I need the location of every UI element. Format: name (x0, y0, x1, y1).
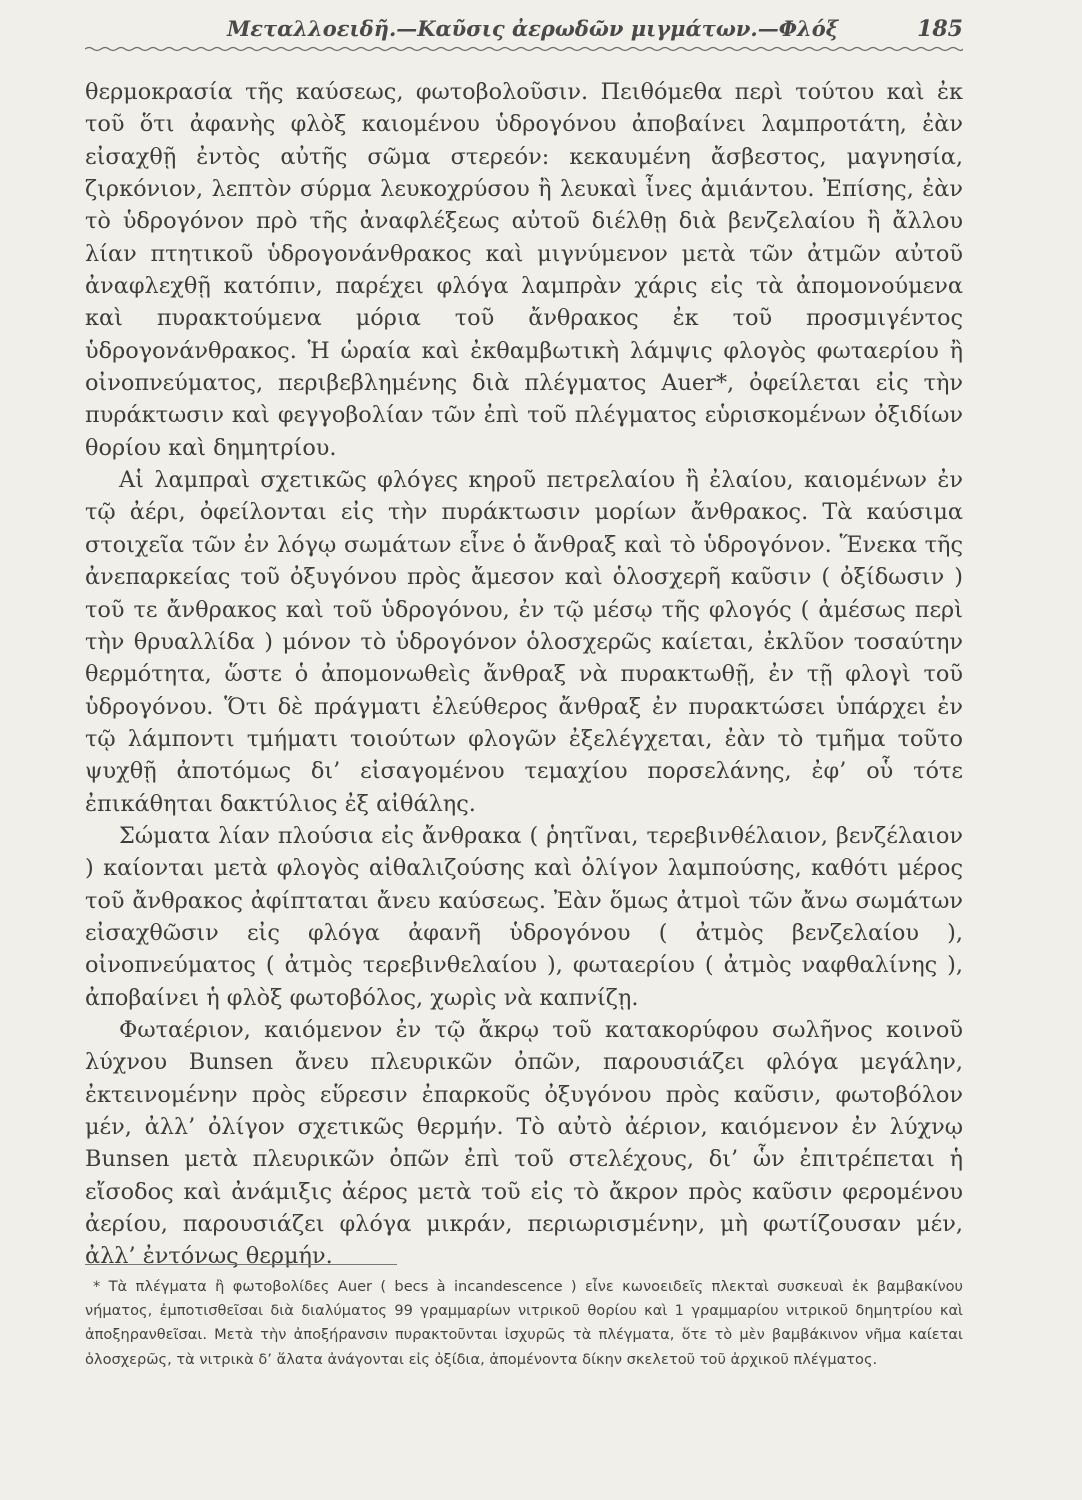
main-text (85, 76, 963, 1273)
running-header (85, 14, 963, 48)
page-number: 185 (917, 16, 963, 42)
paragraph-2: Αἱ λαμπραὶ σχετικῶς φλόγες κηροῦ πετρελαίου ἢ ἐλαίου, καιομένων ἐν τῷ ἀέρι, ὀφείλονται εἰς τὴν πυράκτωσιν μορίων ἄνθρακος. Τὰ καύσιμα στοιχεῖα τῶν ἐν λόγῳ σωμάτων εἶνε ὁ ἄνθραξ καὶ τὸ ὑδρογόνον. Ἕνεκα τῆς ἀνεπαρκείας τοῦ ὀξυγόνου πρὸς ἄμεσον καὶ ὁλοσχερῆ καῦσιν ( ὀξίδωσιν ) τοῦ τε ἄνθρακος καὶ τοῦ ὑδρογόνου, ἐν τῷ μέσῳ τῆς φλογός ( ἀμέσως περὶ τὴν θρυαλλίδα ) μόνον τὸ ὑδρογόνον ὁλοσχερῶς καίεται, ἐκλῦον τοσαύτην θερμότητα, ὥστε ὁ ἀπομονωθεὶς ἄνθραξ νὰ πυρακτωθῇ, ἐν τῇ φλογὶ τοῦ ὑδρογόνου. Ὅτι δὲ πράγματι ἐλεύθερος ἄνθραξ ἐν πυρακτώσει ὑπάρχει ἐν τῷ λάμποντι τμήματι τοιούτων φλογῶν ἐξελέγχεται, ἐὰν τὸ τμῆμα τοῦτο ψυχθῇ ἀποτόμως δι’ εἰσαγομένου τεμαχίου πορσελάνης, ἐφ’ οὗ τότε ἐπικάθηται δακτύλιος ἐξ αἰθάλης. (85, 467, 963, 817)
paragraph-1: θερμοκρασία τῆς καύσεως, φωτοβολοῦσιν. Πειθόμεθα περὶ τούτου καὶ ἐκ τοῦ ὅτι ἀφανὴς φλὸξ καιομένου ὑδρογόνου ἀποβαίνει λαμπροτάτη, ἐὰν εἰσαχθῇ ἐντὸς αὐτῆς σῶμα στερεόν: κεκαυμένη ἄσβεστος, μαγνησία, ζιρκόνιον, λεπτὸν σύρμα λευκοχρύσου ἢ λευκαὶ ἶνες ἀμιάντου. Ἐπίσης, ἐὰν τὸ ὑδρογόνον πρὸ τῆς ἀναφλέξεως αὐτοῦ διέλθῃ διὰ βενζελαίου ἢ ἄλλου λίαν πτητικοῦ ὑδρογονάνθρακος καὶ μιγνύμενον μετὰ τῶν ἀτμῶν αὐτοῦ ἀναφλεχθῇ κατόπιν, παρέχει φλόγα λαμπρὰν χάρις εἰς τὰ ἀπομονούμενα καὶ πυρακτούμενα μόρια τοῦ ἄνθρακος ἐκ τοῦ προσμιγέντος ὑδρογονάνθρακος. Ἡ ὡραία καὶ ἐκθαμβωτικὴ λάμψις φλογὸς φωταερίου ἢ οἰνοπνεύματος, περιβεβλημένης διὰ πλέγματος Auer*, ὀφείλεται εἰς τὴν πυράκτωσιν καὶ φεγγοβολίαν τῶν ἐπὶ τοῦ πλέγματος εὑρισκομένων ὀξιδίων θορίου καὶ δημητρίου. (85, 79, 963, 461)
paragraph-4: Φωταέριον, καιόμενον ἐν τῷ ἄκρῳ τοῦ κατακορύφου σωλῆνος κοινοῦ λύχνου Bunsen ἄνευ πλευρικῶν ὀπῶν, παρουσιάζει φλόγα μεγάλην, ἐκτεινομένην πρὸς εὕρεσιν ἐπαρκοῦς ὀξυγόνου πρὸς καῦσιν, φωτοβόλον μέν, ἀλλ’ ὀλίγον σχετικῶς θερμήν. Τὸ αὐτὸ ἀέριον, καιόμενον ἐν λύχνῳ Bunsen μετὰ πλευρικῶν ὀπῶν ἐπὶ τοῦ στελέχους, δι’ ὧν ἐπιτρέπεται ἡ εἴσοδος καὶ ἀνάμιξις ἀέρος μετὰ τοῦ εἰς τὸ ἄκρον πρὸς καῦσιν φερομένου ἀερίου, παρουσιάζει φλόγα μικράν, περιωρισμένην, μὴ φωτίζουσαν μέν, ἀλλ’ ἐντόνως θερμήν. (85, 1016, 963, 1270)
footnote: * Τὰ πλέγματα ἢ φωτοβολίδες Auer ( becs à incandescence ) εἶνε κωνοειδεῖς πλεκταὶ συσκευαὶ ἐκ βαμβακίνου νήματος, ἐμποτισθεῖσαι διὰ διαλύματος 99 γραμμαρίων νιτρικοῦ θορίου καὶ 1 γραμμαρίου νιτρικοῦ δημητρίου καὶ ἀποξηρανθεῖσαι. Μετὰ τὴν ἀποξήρανσιν πυρακτοῦνται ἰσχυρῶς τὰ πλέγματα, ὅτε τὸ μὲν βαμβάκινον νῆμα καίεται ὁλοσχερῶς, τὰ νιτρικὰ δ’ ἅλατα ἀνάγονται εἰς ὀξίδια, ἀπομένοντα δίκην σκελετοῦ τοῦ ἀρχικοῦ πλέγματος. (85, 1278, 963, 1368)
running-head-title: Μεταλλοειδῆ.—Καῦσις ἀερωδῶν μιγμάτων.—Φλόξ (227, 16, 839, 41)
paragraph-3: Σώματα λίαν πλούσια εἰς ἄνθρακα ( ῥητῖναι, τερεβινθέλαιον, βενζέλαιον ) καίονται μετὰ φλογὸς αἰθαλιζούσης καὶ ὀλίγον λαμπούσης, καθότι μέρος τοῦ ἄνθρακος ἀφίπταται ἄνευ καύσεως. Ἐὰν ὅμως ἀτμοὶ τῶν ἄνω σωμάτων εἰσαχθῶσιν εἰς φλόγα ἀφανῆ ὑδρογόνου ( ἀτμὸς βενζελαίου ), οἰνοπνεύματος ( ἀτμὸς τερεβινθελαίου ), φωταερίου ( ἀτμὸς ναφθαλίνης ), ἀποβαίνει ἡ φλὸξ φωτοβόλος, χωρὶς νὰ καπνίζῃ. (85, 822, 963, 1011)
footnote-divider (85, 1264, 397, 1265)
header-wavy-rule (85, 46, 963, 52)
